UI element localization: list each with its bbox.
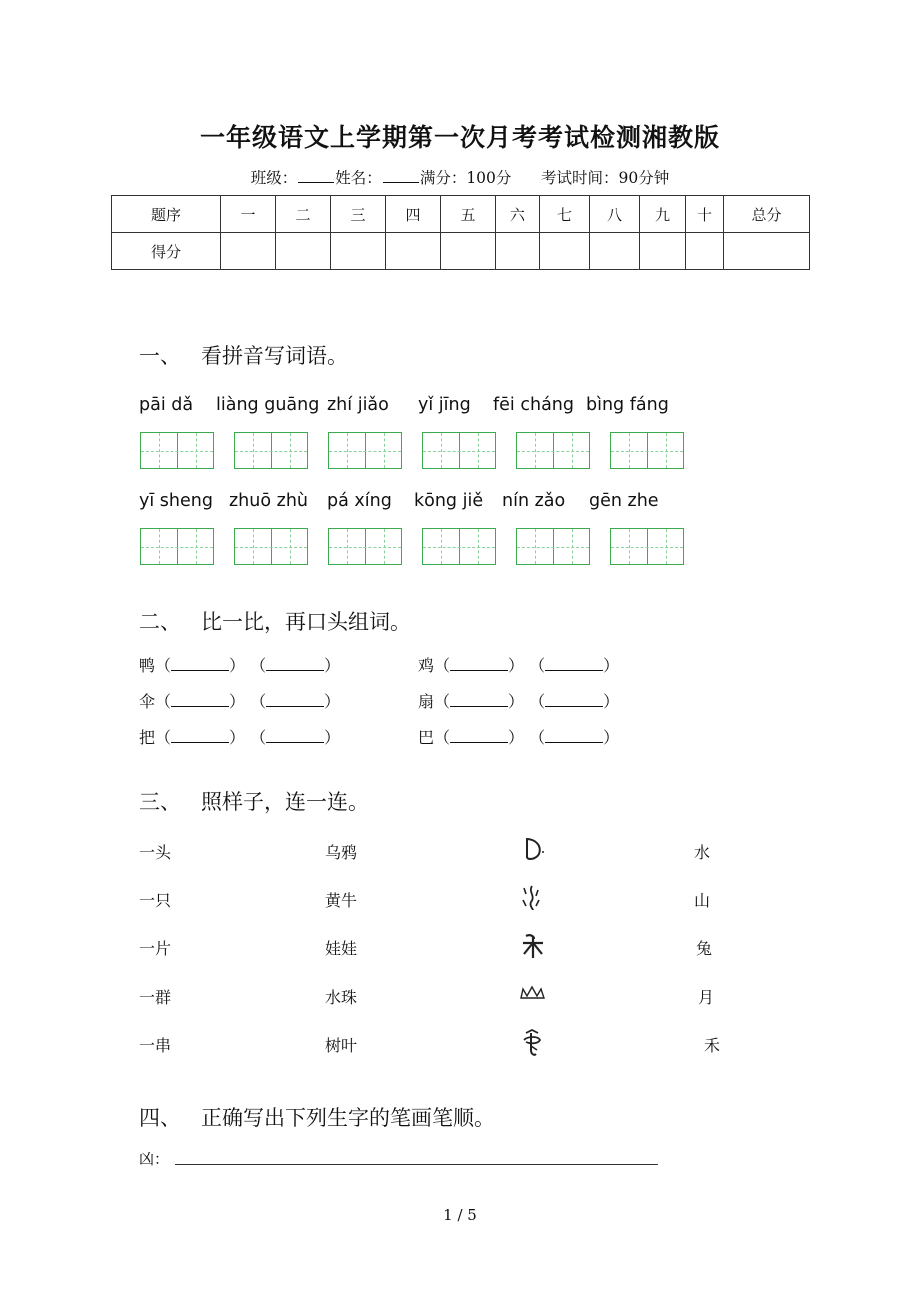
paren-open: （ bbox=[155, 656, 172, 675]
paren-open: （ bbox=[434, 728, 451, 747]
writing-grid[interactable] bbox=[610, 528, 684, 565]
header-cell: 十 bbox=[686, 196, 724, 233]
compare-row-2-left bbox=[139, 689, 340, 712]
header-cell: 一 bbox=[221, 196, 276, 233]
header-cell: 五 bbox=[441, 196, 496, 233]
section4-title: 正确写出下列生字的笔画笔顺。 bbox=[201, 1106, 495, 1130]
score-table bbox=[111, 195, 810, 270]
noun-word[interactable]: 黄牛 bbox=[325, 891, 358, 910]
paren-close: ） bbox=[603, 656, 620, 675]
paren-close: ） bbox=[508, 728, 525, 747]
writing-grid[interactable] bbox=[516, 432, 590, 469]
writing-grid[interactable] bbox=[140, 432, 214, 469]
word-blank[interactable] bbox=[545, 729, 603, 743]
page-number: 1 / 5 bbox=[443, 1206, 477, 1224]
word-blank[interactable] bbox=[266, 729, 324, 743]
pinyin-1-6: bìng fáng bbox=[586, 395, 669, 415]
full-score: 满分：100分 bbox=[419, 169, 512, 187]
character-word[interactable]: 水 bbox=[694, 843, 711, 862]
header-cell: 三 bbox=[331, 196, 386, 233]
character-word[interactable]: 禾 bbox=[704, 1036, 721, 1055]
measure-word[interactable]: 一片 bbox=[139, 939, 172, 958]
grid-guide-line bbox=[329, 451, 401, 452]
moon-ancient-glyph[interactable] bbox=[520, 836, 546, 862]
score-cell[interactable] bbox=[640, 233, 686, 270]
word-blank[interactable] bbox=[450, 693, 508, 707]
score-cell[interactable] bbox=[276, 233, 331, 270]
section3-title: 照样子，连一连。 bbox=[201, 790, 369, 814]
paren-open: （ bbox=[529, 692, 546, 711]
word-blank[interactable] bbox=[266, 693, 324, 707]
pinyin-2-1: yī sheng bbox=[139, 491, 213, 511]
word-blank[interactable] bbox=[450, 729, 508, 743]
header-cell: 六 bbox=[496, 196, 540, 233]
paren-open: （ bbox=[250, 692, 267, 711]
paren-open: （ bbox=[155, 692, 172, 711]
paren-close: ） bbox=[508, 656, 525, 675]
score-cell[interactable] bbox=[496, 233, 540, 270]
name-label: 姓名： bbox=[335, 169, 382, 187]
pinyin-2-6: gēn zhe bbox=[589, 491, 659, 511]
writing-grid[interactable] bbox=[610, 432, 684, 469]
grid-guide-line bbox=[141, 451, 213, 452]
word-blank[interactable] bbox=[545, 657, 603, 671]
writing-grid[interactable] bbox=[516, 528, 590, 565]
word-blank[interactable] bbox=[171, 729, 229, 743]
pinyin-1-2: liàng guāng bbox=[216, 395, 320, 415]
paren-close: ） bbox=[229, 656, 246, 675]
measure-word[interactable]: 一群 bbox=[139, 988, 172, 1007]
section2-heading bbox=[139, 606, 411, 636]
section2-title: 比一比，再口头组词。 bbox=[201, 610, 411, 634]
header-cell: 总分 bbox=[724, 196, 810, 233]
water-ancient-glyph[interactable] bbox=[520, 884, 542, 912]
writing-grid[interactable] bbox=[328, 528, 402, 565]
name-blank[interactable] bbox=[383, 168, 419, 183]
paren-close: ） bbox=[324, 728, 341, 747]
grid-guide-line bbox=[517, 451, 589, 452]
grain-ancient-glyph[interactable] bbox=[520, 932, 546, 960]
header-cell: 二 bbox=[276, 196, 331, 233]
pinyin-1-5: fēi cháng bbox=[493, 395, 574, 415]
header-cell: 八 bbox=[590, 196, 640, 233]
compare-row-2-right bbox=[418, 689, 619, 712]
grid-guide-line bbox=[611, 451, 683, 452]
writing-grid[interactable] bbox=[234, 432, 308, 469]
noun-word[interactable]: 树叶 bbox=[325, 1036, 358, 1055]
pinyin-2-5: nín zǎo bbox=[502, 491, 566, 511]
paren-close: ） bbox=[603, 692, 620, 711]
compare-char: 扇 bbox=[418, 692, 435, 711]
score-cell[interactable] bbox=[724, 233, 810, 270]
stroke-order-answer-line[interactable] bbox=[175, 1164, 658, 1165]
class-blank[interactable] bbox=[298, 168, 334, 183]
noun-word[interactable]: 水珠 bbox=[325, 988, 358, 1007]
stroke-order-char-label: 凶： bbox=[139, 1150, 170, 1168]
pinyin-2-4: kōng jiě bbox=[414, 491, 484, 511]
score-cell[interactable] bbox=[590, 233, 640, 270]
measure-word[interactable]: 一串 bbox=[139, 1036, 172, 1055]
word-blank[interactable] bbox=[266, 657, 324, 671]
pinyin-2-2: zhuō zhù bbox=[229, 491, 309, 511]
measure-word[interactable]: 一只 bbox=[139, 891, 172, 910]
section3-number: 三、 bbox=[139, 790, 181, 814]
grid-guide-line bbox=[235, 451, 307, 452]
character-word[interactable]: 山 bbox=[694, 891, 711, 910]
compare-char: 鸡 bbox=[418, 656, 435, 675]
score-cell[interactable] bbox=[221, 233, 276, 270]
compare-char: 把 bbox=[139, 728, 156, 747]
compare-char: 鸭 bbox=[139, 656, 156, 675]
writing-grid[interactable] bbox=[422, 528, 496, 565]
paren-open: （ bbox=[434, 656, 451, 675]
header-cell: 九 bbox=[640, 196, 686, 233]
word-blank[interactable] bbox=[171, 693, 229, 707]
measure-word[interactable]: 一头 bbox=[139, 843, 172, 862]
compare-char: 巴 bbox=[418, 728, 435, 747]
compare-row-3-left bbox=[139, 725, 340, 748]
section3-heading bbox=[139, 786, 369, 816]
section4-number: 四、 bbox=[139, 1106, 181, 1130]
grid-guide-line bbox=[517, 547, 589, 548]
paren-open: （ bbox=[529, 728, 546, 747]
grid-guide-line bbox=[423, 451, 495, 452]
section2-number: 二、 bbox=[139, 610, 181, 634]
score-cell[interactable] bbox=[540, 233, 590, 270]
header-cell: 七 bbox=[540, 196, 590, 233]
writing-grid[interactable] bbox=[328, 432, 402, 469]
paren-close: ） bbox=[603, 728, 620, 747]
score-cell[interactable] bbox=[331, 233, 386, 270]
grid-guide-line bbox=[329, 547, 401, 548]
mountain-ancient-glyph[interactable] bbox=[519, 985, 547, 1003]
score-cell[interactable] bbox=[386, 233, 441, 270]
pinyin-2-3: pá xíng bbox=[327, 491, 392, 511]
word-blank[interactable] bbox=[545, 693, 603, 707]
pinyin-1-1: pāi dǎ bbox=[139, 395, 194, 415]
score-cell[interactable] bbox=[686, 233, 724, 270]
compare-char: 伞 bbox=[139, 692, 156, 711]
compare-row-1-left bbox=[139, 653, 340, 676]
paren-open: （ bbox=[250, 656, 267, 675]
grid-guide-line bbox=[141, 547, 213, 548]
writing-grid[interactable] bbox=[140, 528, 214, 565]
class-label: 班级： bbox=[250, 169, 298, 187]
page-title: 一年级语文上学期第一次月考考试检测湘教版 bbox=[199, 123, 720, 152]
character-word[interactable]: 月 bbox=[698, 988, 715, 1007]
pinyin-1-3: zhí jiǎo bbox=[327, 395, 389, 415]
paren-open: （ bbox=[155, 728, 172, 747]
header-cell: 题序 bbox=[112, 196, 221, 233]
score-table-row bbox=[112, 233, 810, 270]
paren-close: ） bbox=[229, 692, 246, 711]
word-blank[interactable] bbox=[171, 657, 229, 671]
noun-word[interactable]: 娃娃 bbox=[325, 939, 358, 958]
grid-guide-line bbox=[423, 547, 495, 548]
character-word[interactable]: 兔 bbox=[696, 939, 713, 958]
section1-title: 看拼音写词语。 bbox=[201, 344, 348, 368]
exam-time: 考试时间：90分钟 bbox=[540, 169, 670, 187]
paren-close: ） bbox=[229, 728, 246, 747]
paren-open: （ bbox=[250, 728, 267, 747]
noun-word[interactable]: 乌鸦 bbox=[325, 843, 358, 862]
score-table-header bbox=[112, 196, 810, 233]
writing-grid[interactable] bbox=[234, 528, 308, 565]
rabbit-ancient-glyph[interactable] bbox=[520, 1028, 544, 1060]
section1-heading bbox=[139, 340, 348, 370]
word-blank[interactable] bbox=[450, 657, 508, 671]
paren-close: ） bbox=[508, 692, 525, 711]
compare-row-3-right bbox=[418, 725, 619, 748]
grid-guide-line bbox=[235, 547, 307, 548]
paren-close: ） bbox=[324, 692, 341, 711]
paren-close: ） bbox=[324, 656, 341, 675]
header-cell: 四 bbox=[386, 196, 441, 233]
section4-heading bbox=[139, 1102, 495, 1132]
pinyin-1-4: yǐ jīng bbox=[418, 395, 471, 415]
paren-open: （ bbox=[529, 656, 546, 675]
paren-open: （ bbox=[434, 692, 451, 711]
grid-guide-line bbox=[611, 547, 683, 548]
score-cell[interactable] bbox=[441, 233, 496, 270]
writing-grid[interactable] bbox=[422, 432, 496, 469]
exam-info bbox=[0, 166, 920, 188]
score-row-label: 得分 bbox=[112, 233, 221, 270]
section1-number: 一、 bbox=[139, 344, 181, 368]
compare-row-1-right bbox=[418, 653, 619, 676]
